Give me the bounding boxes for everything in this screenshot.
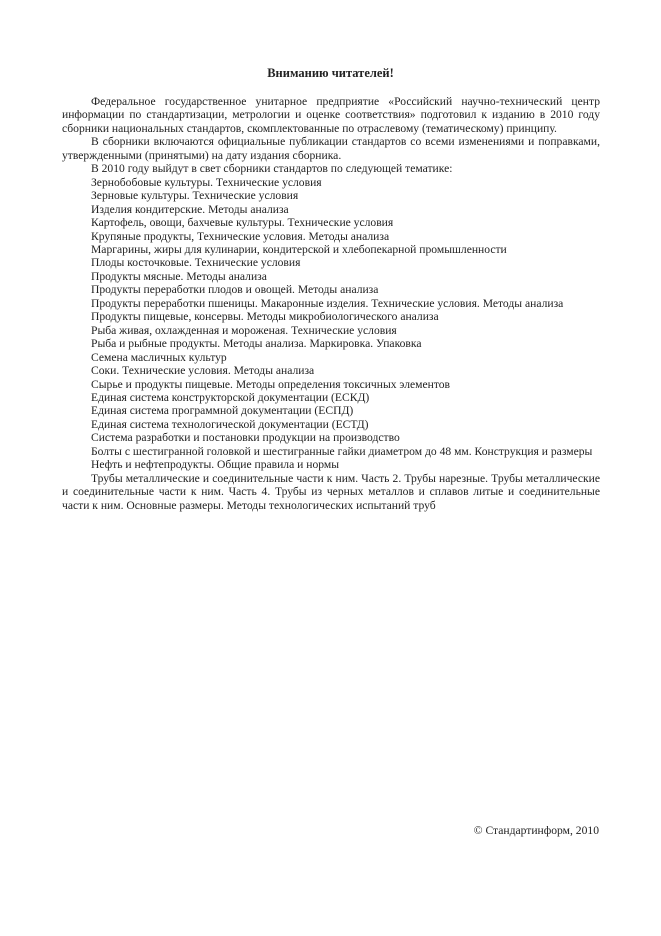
topic-item: Продукты пищевые, консервы. Методы микробиологического анализа <box>91 310 439 324</box>
topic-item: Нефть и нефтепродукты. Общие правила и нормы <box>91 458 339 472</box>
topic-item: Зерновые культуры. Технические условия <box>91 189 299 203</box>
topic-item: Болты с шестигранной головкой и шестигранные гайки диаметром до 48 мм. Конструкция и размеры <box>91 444 593 458</box>
document-body <box>62 95 600 512</box>
topic-item: Зернобобовые культуры. Технические условия <box>91 175 322 189</box>
topic-item: Продукты переработки пшеницы. Макаронные изделия. Технические условия. Методы анализа <box>91 296 564 310</box>
topic-item: Соки. Технические условия. Методы анализа <box>91 364 315 378</box>
topic-item: Рыба живая, охлажденная и мороженая. Технические условия <box>91 323 397 337</box>
topic-item: Система разработки и постановки продукции на производство <box>91 431 400 445</box>
topic-item: Плоды косточковые. Технические условия <box>91 256 301 270</box>
topic-item: Картофель, овощи, бахчевые культуры. Технические условия <box>91 216 394 230</box>
topic-item: Единая система технологической документации (ЕСТД) <box>91 417 369 431</box>
topic-item: Продукты мясные. Методы анализа <box>91 269 267 283</box>
paragraph: В сборники включаются официальные публикации стандартов со всеми изменениями и поправками, утвержденными (принятыми) на дату издания сборника. <box>62 135 600 162</box>
topic-item: Трубы металлические и соединительные части к ним. Часть 2. Трубы нарезные. Трубы металлические и соединительные части к ним. Часть 4. Трубы из черных металлов и сплавов литые и соединительные части к ним. Основные размеры. Методы технологических испытаний труб <box>62 471 600 512</box>
topic-item: Единая система программной документации (ЕСПД) <box>91 404 354 418</box>
topic-item: Семена масличных культур <box>91 350 227 364</box>
paragraph: В 2010 году выйдут в свет сборники стандартов по следующей тематике: <box>91 162 453 176</box>
copyright: © Стандартинформ, 2010 <box>473 824 599 837</box>
topic-item: Сырье и продукты пищевые. Методы определения токсичных элементов <box>91 377 451 391</box>
paragraph: Федеральное государственное унитарное предприятие «Российский научно-технический центр информации по стандартизации, метрологии и оценке соответствия» подготовил к изданию в 2010 году сборники национальных стандартов, скомплектованные по отраслевому (тематическому) принципу. <box>62 95 600 135</box>
topic-list <box>62 176 600 445</box>
topic-item: Маргарины, жиры для кулинарии, кондитерской и хлебопекарной промышленности <box>91 242 507 256</box>
topic-item: Единая система конструкторской документации (ЕСКД) <box>91 390 370 404</box>
topic-item: Рыба и рыбные продукты. Методы анализа. Маркировка. Упаковка <box>91 337 422 351</box>
topic-item: Продукты переработки плодов и овощей. Методы анализа <box>91 283 379 297</box>
topic-item: Крупяные продукты, Технические условия. Методы анализа <box>91 229 390 243</box>
page-title: Вниманию читателей! <box>267 66 394 80</box>
topic-item: Изделия кондитерские. Методы анализа <box>91 202 289 216</box>
